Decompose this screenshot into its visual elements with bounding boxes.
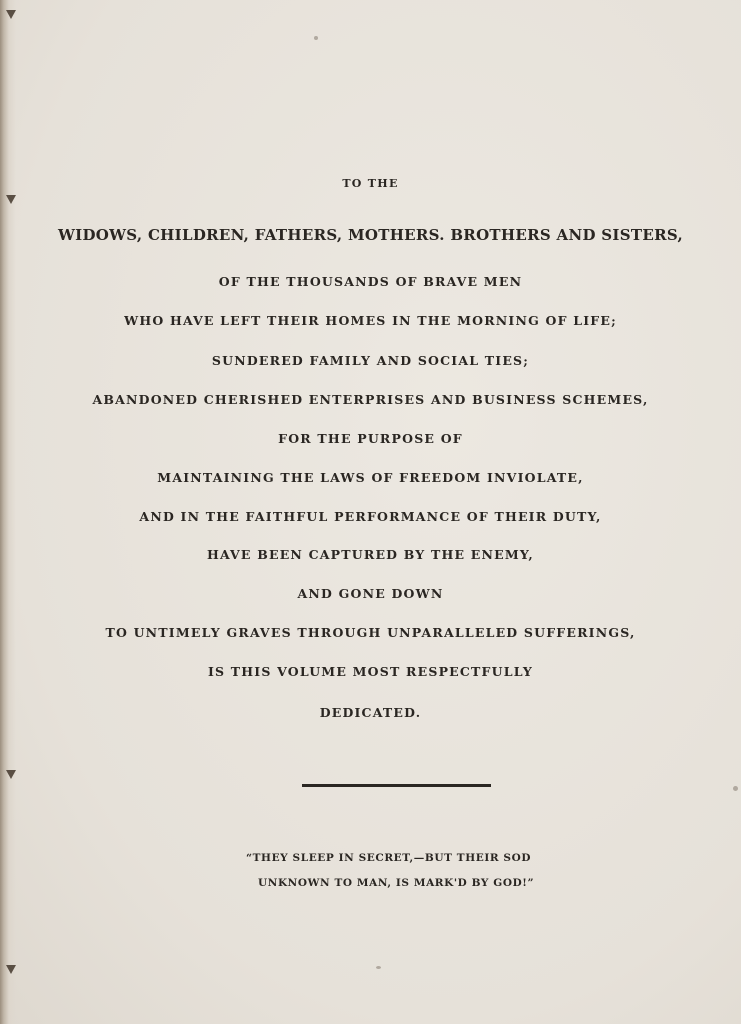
dedication-line: IS THIS VOLUME MOST RESPECTFULLY [207,664,534,679]
dedication-line: AND GONE DOWN [297,586,444,601]
dedication-line: MAINTAINING THE LAWS OF FREEDOM INVIOLATE, [157,470,584,485]
dedication-line: FOR THE PURPOSE OF [278,431,463,446]
dedication-line: OF THE THOUSANDS OF BRAVE MEN [218,274,523,289]
binding-mark [6,10,16,19]
paper-speck [733,786,738,791]
dedication-line: WHO HAVE LEFT THEIR HOMES IN THE MORNING OF LIFE; [124,313,617,328]
divider-rule [302,784,491,787]
binding-mark [6,770,16,779]
dedication-line: HAVE BEEN CAPTURED BY THE ENEMY, [207,547,534,562]
dedication-line: TO UNTIMELY GRAVES THROUGH UNPARALLELED SUFFERINGS, [105,625,636,640]
dedication-line: DEDICATED. [319,705,422,720]
paper-speck [376,966,381,969]
dedication-line: TO THE [342,177,399,190]
binding-mark [6,195,16,204]
dedication-line: ABANDONED CHERISHED ENTERPRISES AND BUSINESS SCHEMES, [92,392,649,407]
dedication-line: AND IN THE FAITHFUL PERFORMANCE OF THEIR DUTY, [139,509,602,524]
paper-speck [314,36,318,40]
epigraph-line-1: “THEY SLEEP IN SECRET,—BUT THEIR SOD [246,852,532,864]
dedication-line: SUNDERED FAMILY AND SOCIAL TIES; [211,353,530,368]
epigraph-line-2: UNKNOWN TO MAN, IS MARK'D BY GOD!” [258,877,535,889]
dedication-line: WIDOWS, CHILDREN, FATHERS, MOTHERS. BROTHERS AND SISTERS, [58,226,683,244]
binding-mark [6,965,16,974]
